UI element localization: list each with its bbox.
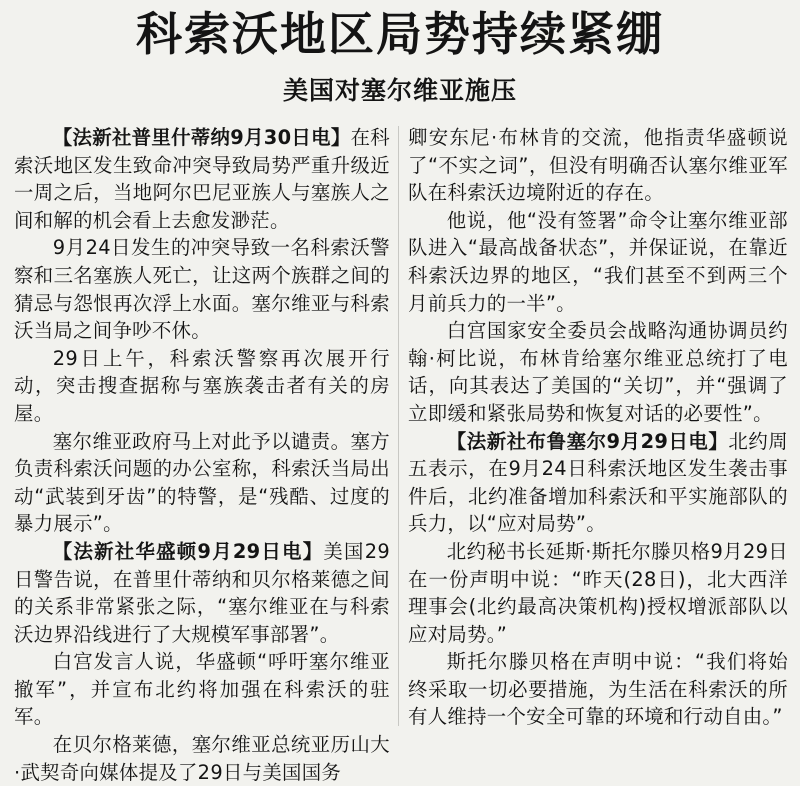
column-divider: [398, 126, 399, 726]
paragraph-text: 9月24日发生的冲突导致一名科索沃警察和三名塞族人死亡，让这两个族群之间的猜忌与怨恨再次浮上水面。塞尔维亚与科索沃当局之间争吵不休。: [14, 236, 390, 343]
paragraph-text: 在贝尔格莱德，塞尔维亚总统亚历山大·武契奇向媒体提及了29日与美国国务: [14, 733, 390, 784]
dateline: 【法新社布鲁塞尔9月29日电】: [446, 429, 729, 453]
paragraph-text: 美国29日警告说，在普里什蒂纳和贝尔格莱德之间的关系非常紧张之际，“塞尔维亚在与科索沃边界沿线进行了大规模军事部署”。: [14, 539, 390, 646]
paragraph-text: 斯托尔滕贝格在声明中说：“我们将始终采取一切必要措施，为生活在科索沃的所有人维持一个安全可靠的环境和行动自由。”: [408, 650, 788, 729]
paragraph-text: 卿安东尼·布林肯的交流，他指责华盛顿说了“不实之词”，但没有明确否认塞尔维亚军队在科索沃边境附近的存在。: [408, 126, 788, 205]
paragraph-text: 北约周五表示，在9月24日科索沃地区发生袭击事件后，北约准备增加科索沃和平实施部队的兵力，以“应对局势”。: [408, 429, 788, 536]
paragraph: [14, 538, 390, 648]
paragraph: [14, 428, 390, 538]
paragraph: [408, 317, 788, 427]
paragraph-text: 他说，他“没有签署”命令让塞尔维亚部队进入“最高战备状态”，并保证说，在靠近科索沃边界的地区，“我们甚至不到两三个月前兵力的一半”。: [408, 208, 788, 315]
paragraph-text: 29日上午，科索沃警察再次展开行动，突击搜查据称与塞族袭击者有关的房屋。: [14, 346, 390, 425]
paragraph: [408, 428, 788, 538]
right-column: [408, 124, 788, 734]
paragraph-text: 白宫发言人说，华盛顿“呼吁塞尔维亚撤军”，并宣布北约将加强在科索沃的驻军。: [14, 650, 390, 729]
headline: 科索沃地区局势持续紧绷: [136, 7, 664, 61]
paragraph: [14, 731, 390, 786]
paragraph-text: 白宫国家安全委员会战略沟通协调员约翰·柯比说，布林肯给塞尔维亚总统打了电话，向其表达了美国的“关切”，并“强调了立即缓和紧张局势和恢复对话的必要性”。: [408, 319, 788, 425]
paragraph-text: 北约秘书长延斯·斯托尔滕贝格9月29日在一份声明中说：“昨天(28日)，北大西洋理事会(北约最高决策机构)授权增派部队以应对局势。”: [408, 539, 788, 646]
paragraph-text: 塞尔维亚政府马上对此予以谴责。塞方负责科索沃问题的办公室称，科索沃当局出动“武装到牙齿”的特警，是“残酷、过度的暴力展示”。: [14, 429, 390, 536]
paragraph: [14, 124, 390, 234]
paragraph: [14, 345, 390, 428]
paragraph: [14, 648, 390, 731]
paragraph-continued: [408, 124, 788, 207]
subheadline: 美国对塞尔维亚施压: [282, 76, 517, 105]
paragraph: [408, 538, 788, 648]
paragraph: [408, 648, 788, 731]
paragraph: [408, 207, 788, 317]
paragraph-text: 在科索沃地区发生致命冲突导致局势严重升级近一周之后，当地阿尔巴尼亚族人与塞族人之间和解的机会看上去愈发渺茫。: [14, 126, 390, 232]
dateline: 【法新社普里什蒂纳9月30日电】: [52, 126, 351, 149]
dateline: 【法新社华盛顿9月29日电】: [52, 539, 324, 563]
paragraph: [14, 234, 390, 344]
left-column: [14, 124, 390, 784]
